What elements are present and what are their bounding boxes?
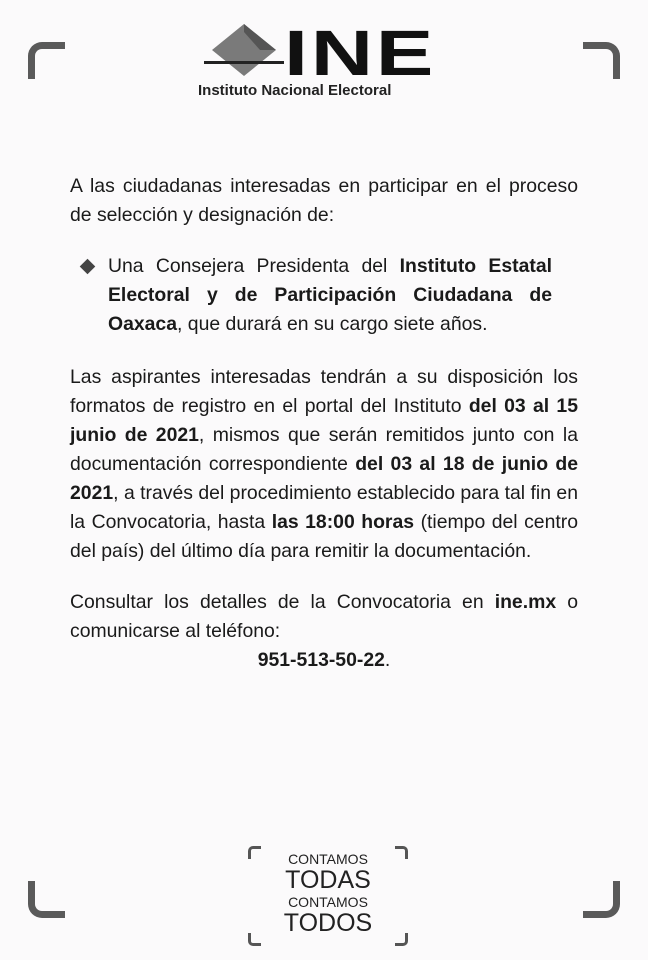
corner-bracket-top-right — [583, 42, 620, 79]
contact-text: Consultar los detalles de la Convocatoria en — [70, 591, 495, 613]
diamond-bullet-icon — [80, 259, 96, 275]
text: , que durará en su cargo siete años. — [177, 313, 488, 335]
text: , mismos que serán remitidos junto con la documentación correspondiente — [70, 424, 578, 475]
bold-text: del 03 al 15 junio de 2021 — [70, 395, 578, 446]
bullet-item — [70, 252, 578, 339]
text: Una Consejera Presidenta del — [108, 255, 400, 277]
corner-bracket-bottom-left — [28, 881, 65, 918]
ballot-box-icon — [204, 24, 284, 80]
period: . — [384, 649, 391, 671]
phone-number: 951-513-50-22 — [257, 649, 385, 671]
website-link[interactable]: ine.mx — [494, 591, 557, 613]
contact-paragraph — [70, 588, 578, 646]
bold-text: del 03 al 18 de junio de 2021 — [70, 453, 578, 504]
slogan-line: CONTAMOS — [288, 894, 368, 910]
text: (tiempo del centro del país) del último día para remitir la documentación. — [70, 511, 579, 562]
ine-logo — [196, 17, 456, 104]
contact-text-2: o comunicarse al teléfono: — [70, 591, 578, 642]
slogan-line: CONTAMOS — [288, 851, 368, 867]
bold-text: Instituto Estatal Electoral y de Participación Ciudadana de Oaxaca — [108, 255, 552, 335]
logo-subtitle: Instituto Nacional Electoral — [198, 82, 392, 99]
text: Las aspirantes interesadas tendrán a su disposición los formatos de registro en el portal del Instituto — [70, 366, 578, 417]
slogan-contamos — [248, 846, 408, 946]
bold-text: las 18:00 horas — [271, 511, 415, 533]
corner-bracket-bottom-right — [583, 881, 620, 918]
details-paragraph — [70, 363, 578, 566]
slogan-line: TODOS — [283, 909, 373, 937]
intro-paragraph: A las ciudadanas interesadas en participar en el proceso de selección y designación de: — [70, 175, 578, 226]
announcement-body — [70, 172, 578, 675]
phone-line — [70, 646, 578, 675]
logo-title: INE — [284, 17, 437, 89]
text: , a través del procedimiento establecido para tal fin en la Convocatoria, hasta — [70, 482, 578, 533]
corner-bracket-top-left — [28, 42, 65, 79]
bullet-text — [108, 255, 552, 335]
slogan-line: TODAS — [285, 866, 371, 894]
